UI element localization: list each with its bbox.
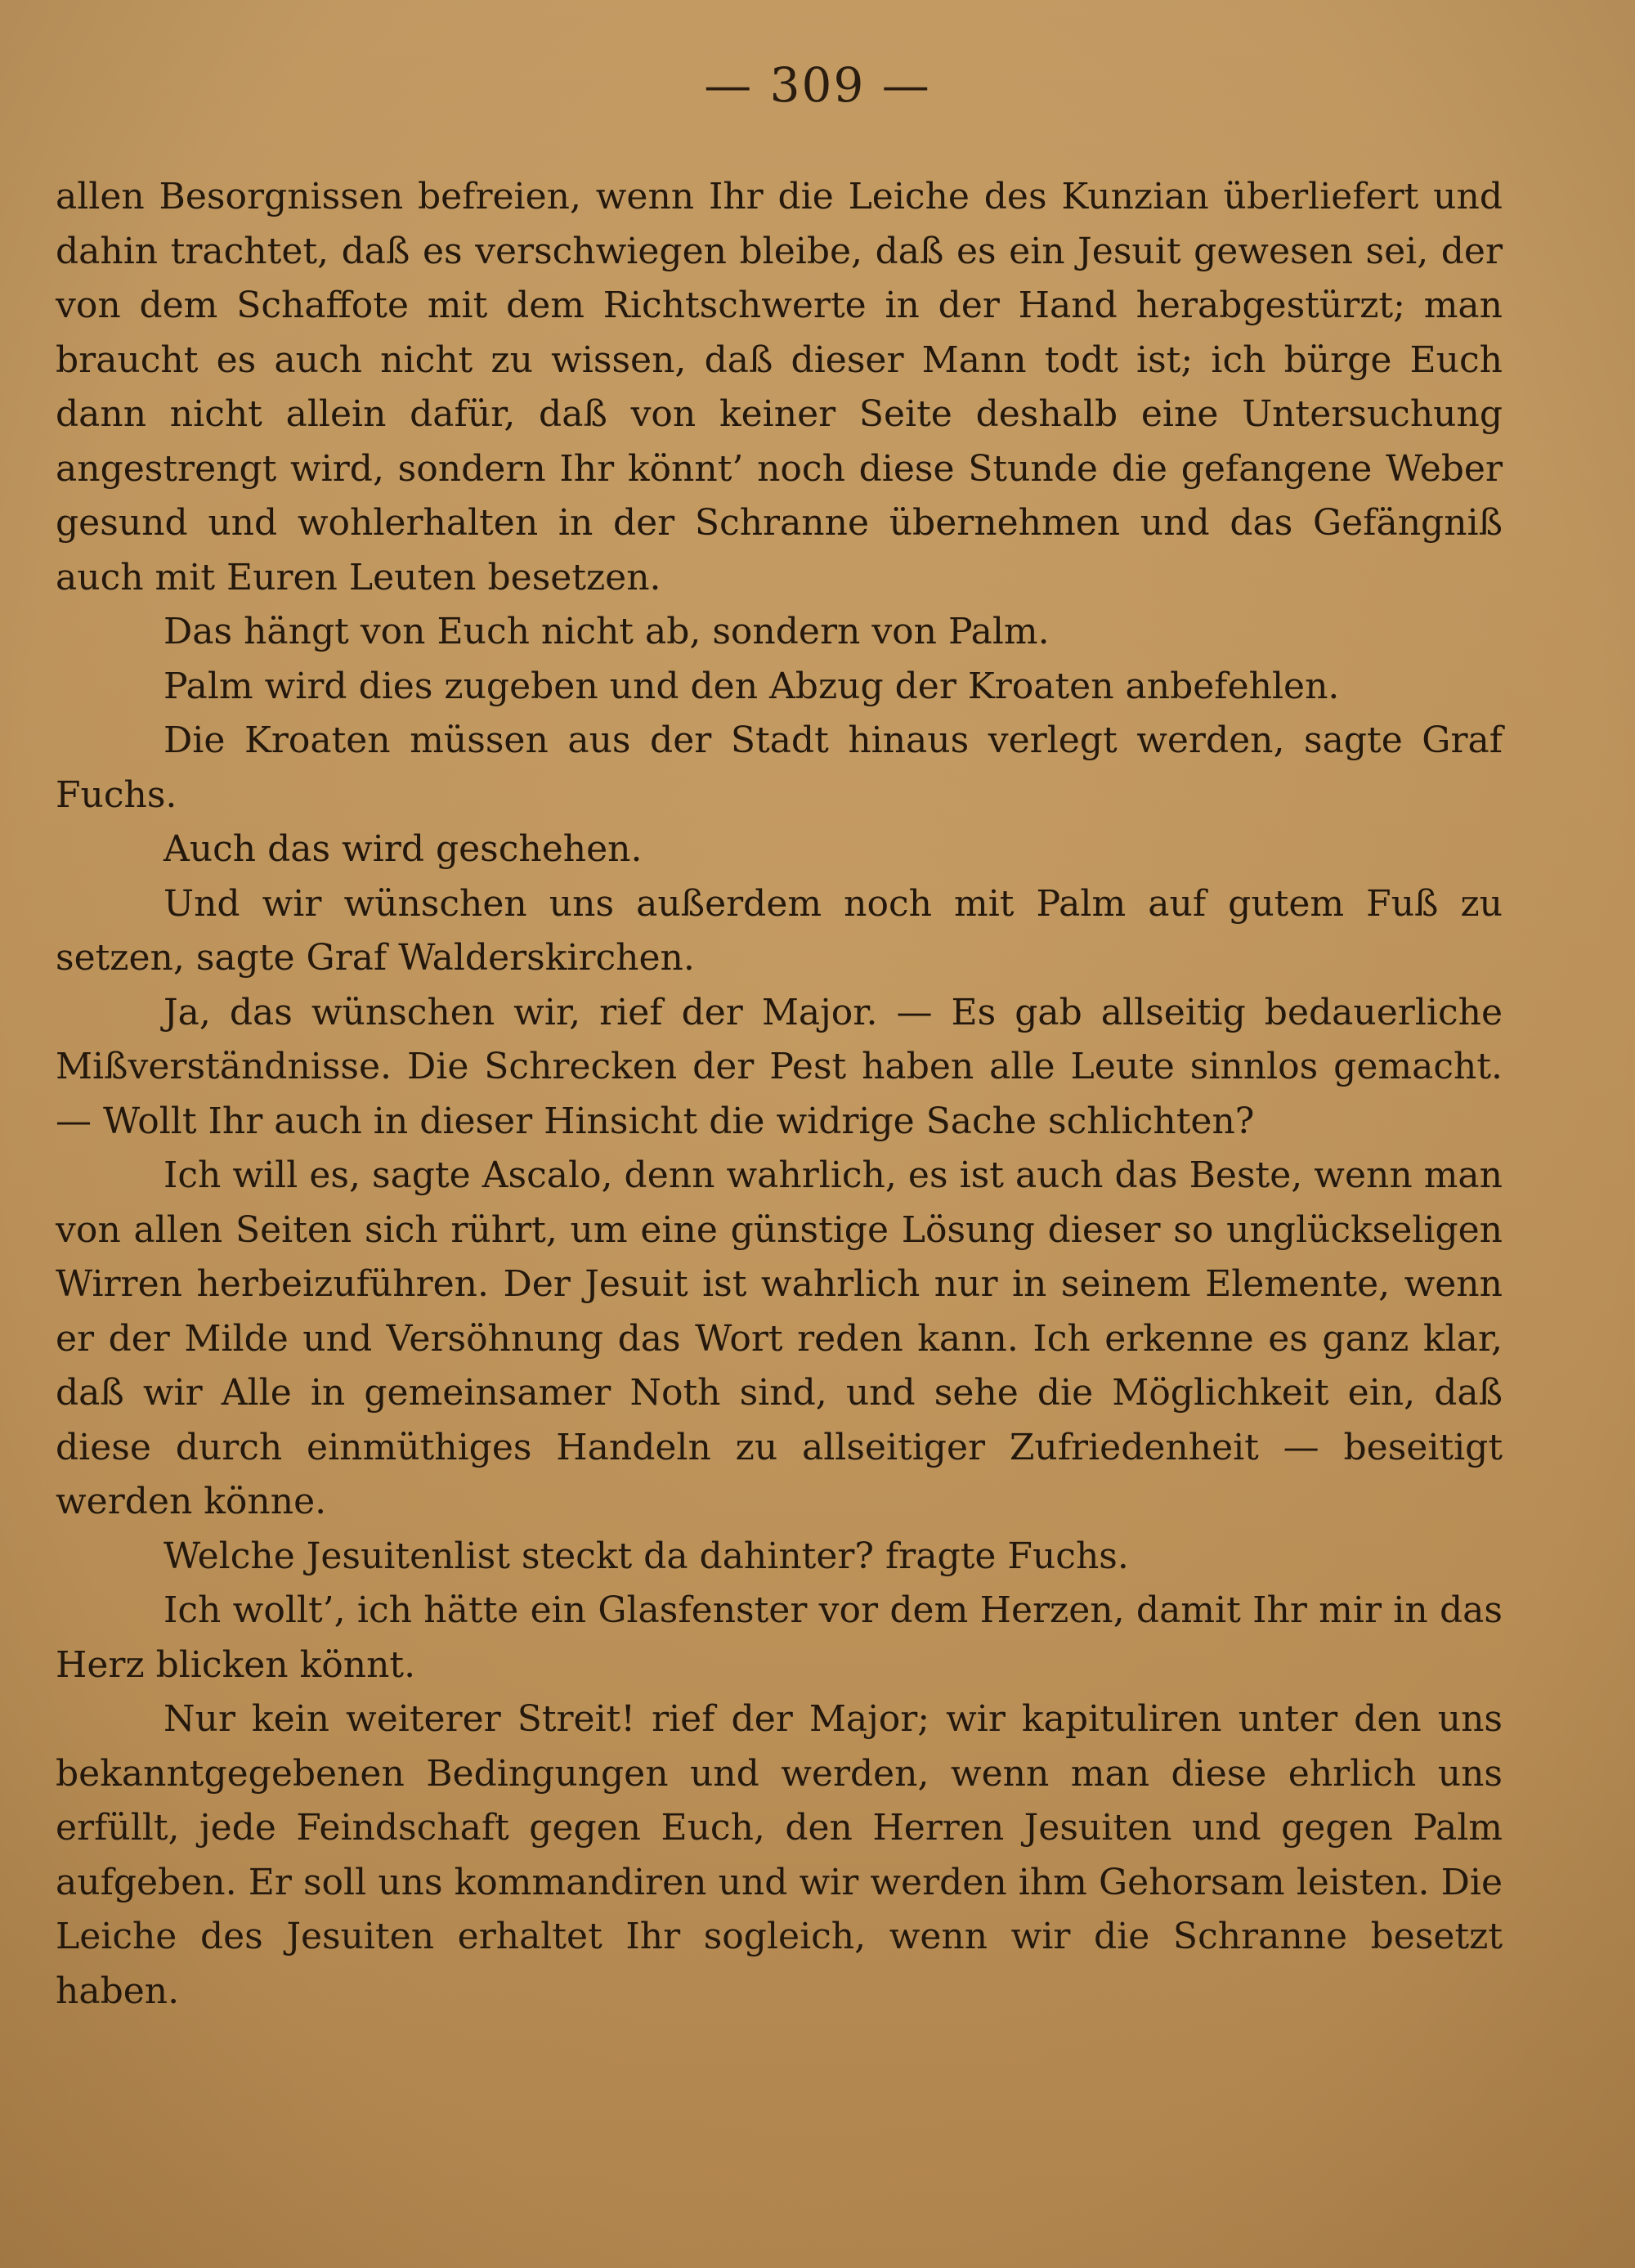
paragraph-continued: allen Besorgnissen befreien, wenn Ihr die Leiche des Kunzian überliefert und dahin trachtet, daß es verschwiegen bleibe, daß es ein Jesuit gewesen sei, der von dem Schaffote mit dem Richtschwerte in der Hand herabgestürzt; man braucht es auch nicht zu wissen, daß dieser Mann todt ist; ich bürge Euch dann nicht allein dafür, daß von keiner Seite deshalb eine Untersuchung angestrengt wird, sondern Ihr könnt’ noch diese Stunde die gefangene Weber gesund und wohlerhalten in der Schranne übernehmen und das Gefängniß auch mit Euren Leuten besetzen. — [56, 176, 1503, 598]
paragraph: Die Kroaten müssen aus der Stadt hinaus verlegt werden, sagte Graf Fuchs. — [56, 719, 1503, 816]
paragraph: Und wir wünschen uns außerdem noch mit Palm auf gutem Fuß zu setzen, sagte Graf Walderskirchen. — [56, 882, 1503, 979]
paragraph: Welche Jesuitenlist steckt da dahinter? fragte Fuchs. — [164, 1535, 1129, 1577]
paragraph: Nur kein weiterer Streit! rief der Major; wir kapituliren unter den uns bekanntgegebenen Bedingungen und werden, wenn man diese ehrlich uns erfüllt, jede Feindschaft gegen Euch, den Herren Jesuiten und gegen Palm aufgeben. Er soll uns kommandiren und wir werden ihm Gehorsam leisten. Die Leiche des Jesuiten erhaltet Ihr sogleich, wenn wir die Schranne besetzt haben. — [56, 1698, 1503, 2012]
paragraph: Ich will es, sagte Ascalo, denn wahrlich, es ist auch das Beste, wenn man von allen Seiten sich rührt, um eine günstige Lösung dieser so unglückseligen Wirren herbeizuführen. Der Jesuit ist wahrlich nur in seinem Elemente, wenn er der Milde und Versöhnung das Wort reden kann. Ich erkenne es ganz klar, daß wir Alle in gemeinsamer Noth sind, und sehe die Möglichkeit ein, daß diese durch einmüthiges Handeln zu allseitiger Zufriedenheit — beseitigt werden könne. — [56, 1154, 1503, 1522]
page-number: — 309 — — [704, 57, 931, 113]
paragraph: Auch das wird geschehen. — [164, 828, 643, 870]
paragraph: Ja, das wünschen wir, rief der Major. — Es gab allseitig bedauerliche Mißverständnisse. Die Schrecken der Pest haben alle Leute sinnlos gemacht. — Wollt Ihr auch in dieser Hinsicht die widrige Sache schlichten? — [56, 991, 1503, 1142]
paragraph: Ich wollt’, ich hätte ein Glasfenster vor dem Herzen, damit Ihr mir in das Herz blicken könnt. — [56, 1589, 1503, 1686]
paragraph: Das hängt von Euch nicht ab, sondern von Palm. — [164, 611, 1050, 652]
paragraph: Palm wird dies zugeben und den Abzug der Kroaten anbefehlen. — [164, 665, 1340, 707]
text-body — [56, 170, 1503, 2019]
